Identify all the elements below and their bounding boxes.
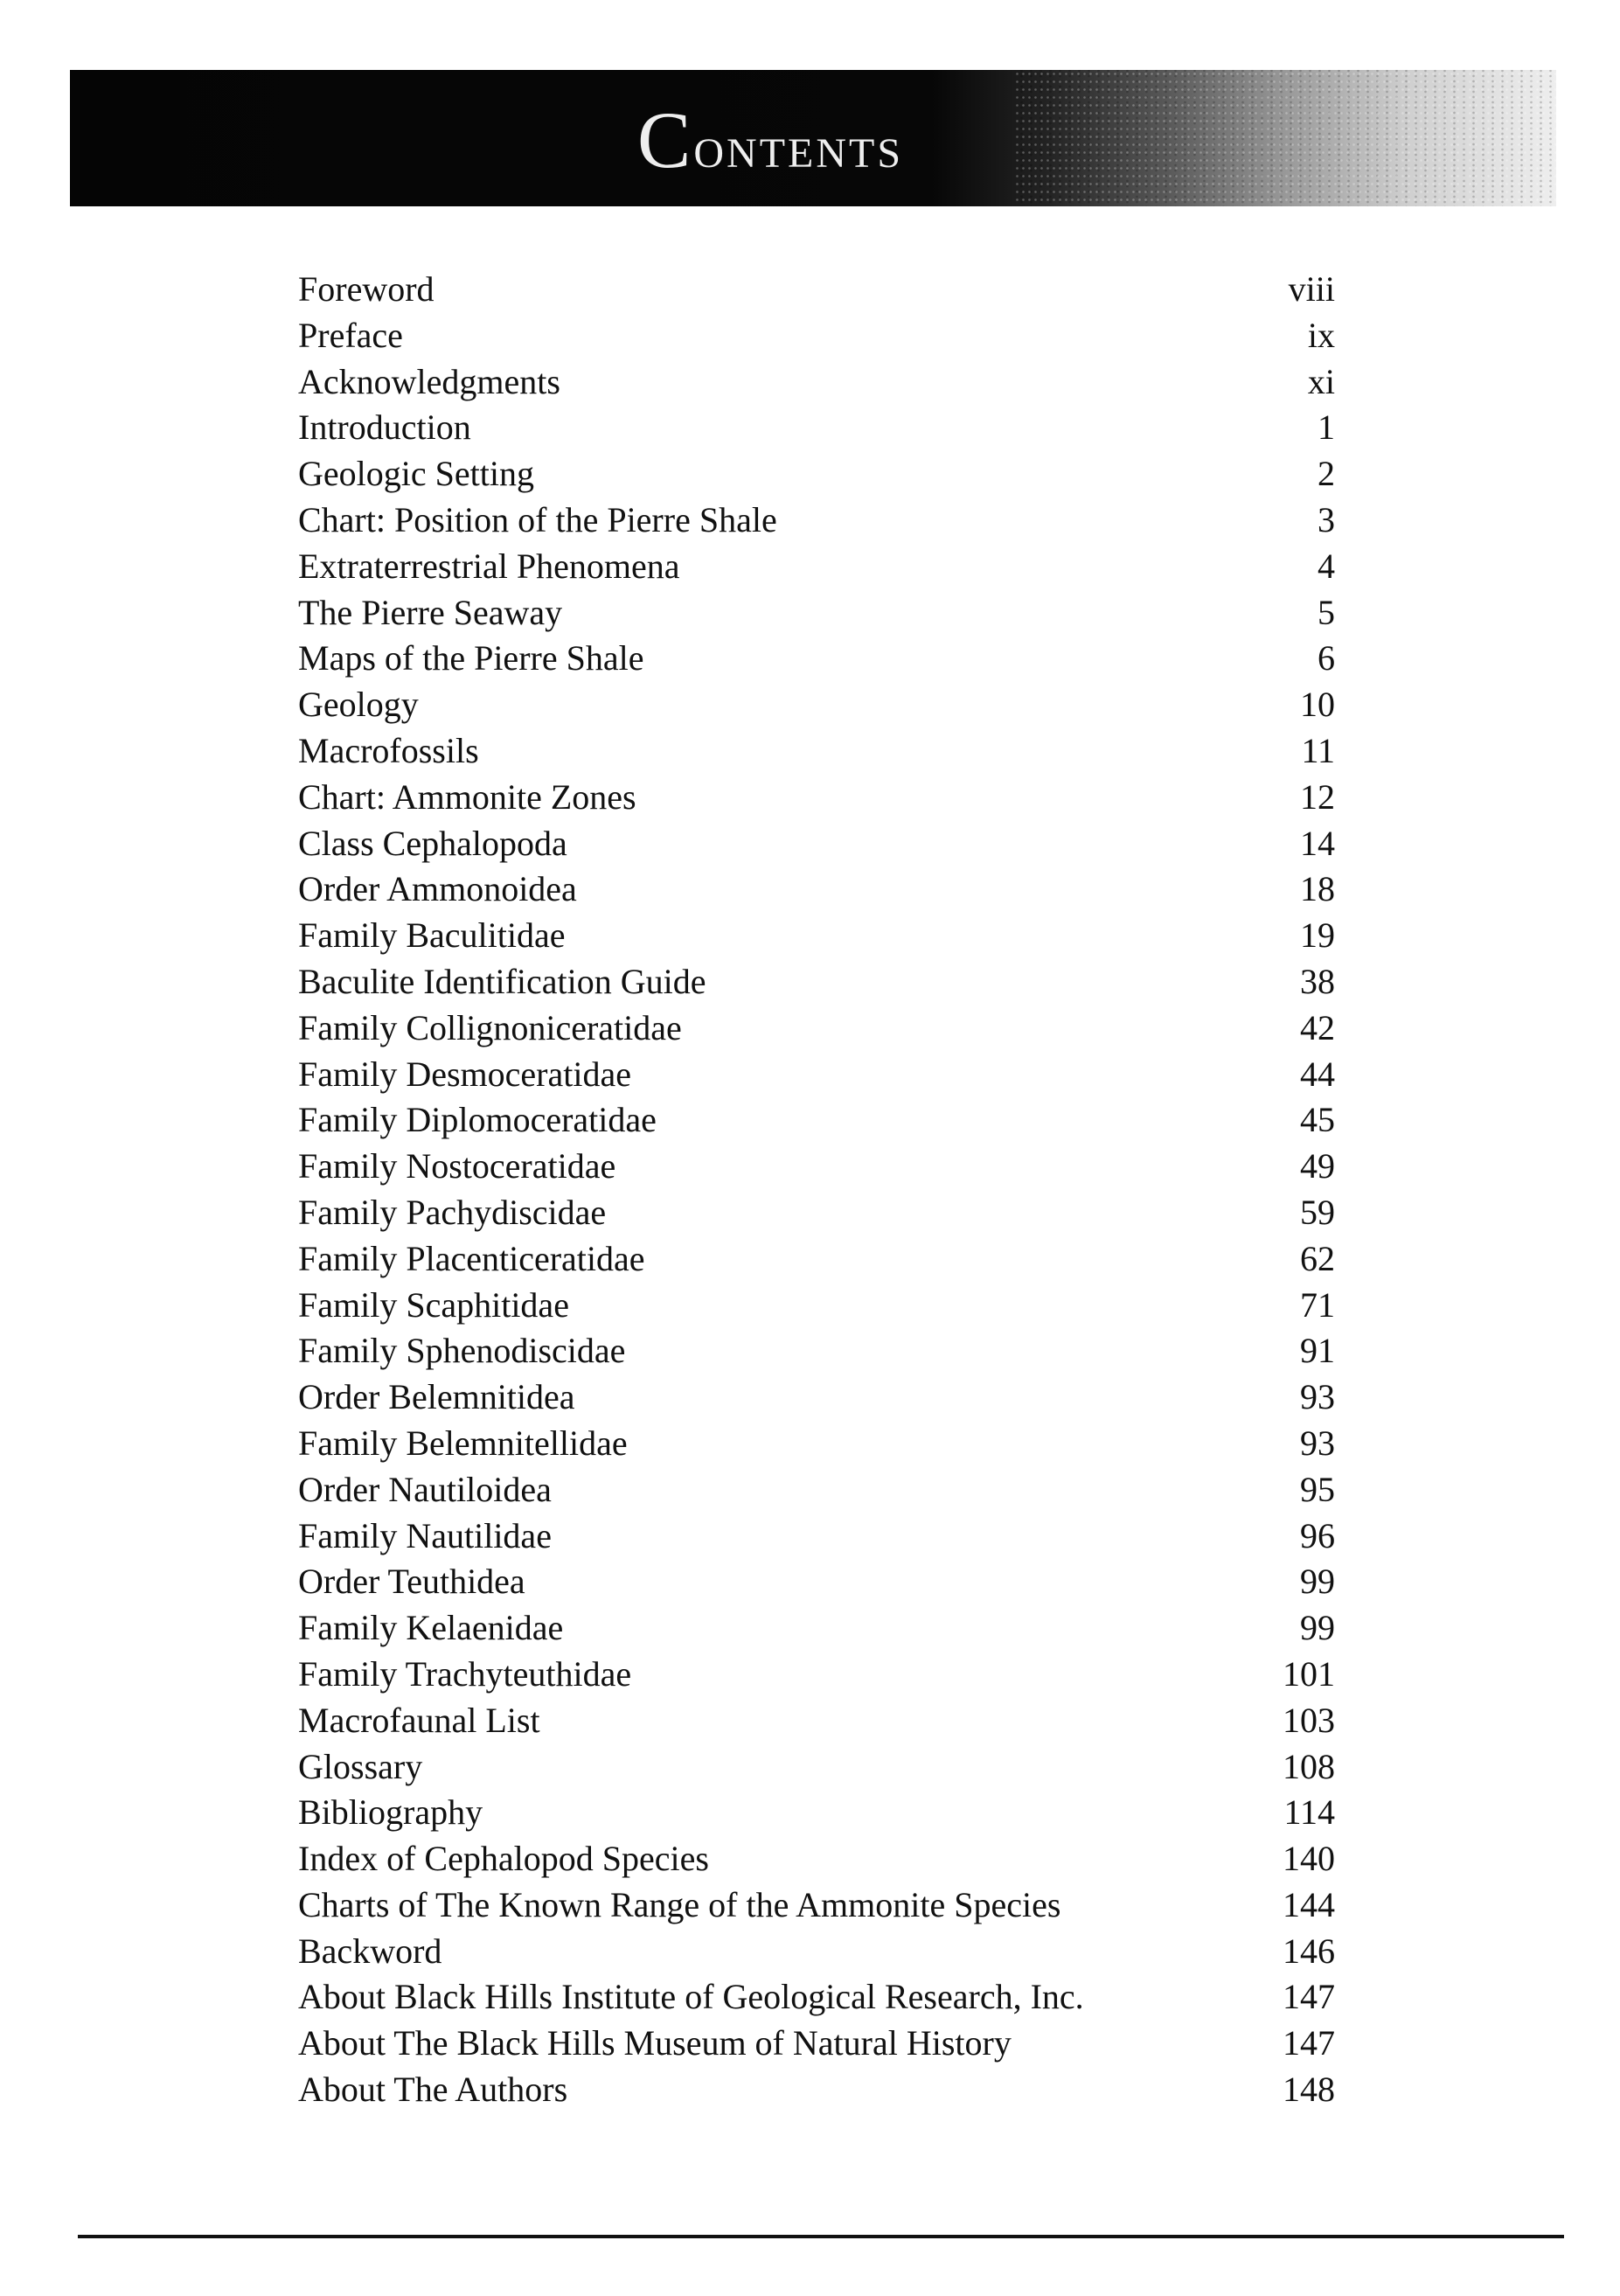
toc-entry-label: Chart: Ammonite Zones [298, 776, 636, 817]
toc-entry [298, 1421, 1335, 1467]
toc-entry [298, 1005, 1335, 1052]
toc-entry-page-number: 99 [1300, 1562, 1335, 1602]
toc-entry [298, 359, 1335, 406]
toc-entry-label: Backword [298, 1931, 442, 1971]
toc-entry-page-number: 5 [1318, 592, 1335, 632]
toc-entry [298, 1744, 1335, 1791]
toc-entry [298, 1236, 1335, 1283]
toc-entry [298, 1513, 1335, 1560]
toc-entry [298, 1467, 1335, 1513]
toc-entry-label: Family Baculitidae [298, 915, 566, 956]
toc-entry [298, 959, 1335, 1005]
toc-entry [298, 1652, 1335, 1698]
toc-entry-label: Family Nostoceratidae [298, 1146, 616, 1186]
toc-entry [298, 1790, 1335, 1836]
toc-entry-page-number: 62 [1300, 1238, 1335, 1278]
toc-entry [298, 1698, 1335, 1744]
toc-entry-label: Family Belemnitellidae [298, 1423, 628, 1463]
toc-entry [298, 1190, 1335, 1236]
toc-entry-page-number: 71 [1300, 1284, 1335, 1325]
toc-entry-page-number: 144 [1283, 1884, 1335, 1924]
toc-entry-label: Family Diplomoceratidae [298, 1100, 657, 1140]
toc-entry [298, 866, 1335, 913]
toc-entry [298, 1974, 1335, 2021]
toc-entry [298, 636, 1335, 682]
toc-entry-page-number: 99 [1300, 1608, 1335, 1648]
toc-entry [298, 544, 1335, 590]
toc-entry-page-number: 44 [1300, 1054, 1335, 1094]
toc-entry-label: Family Scaphitidae [298, 1284, 569, 1325]
toc-entry [298, 267, 1335, 313]
toc-entry-label: Glossary [298, 1746, 423, 1786]
toc-entry [298, 728, 1335, 775]
toc-entry-page-number: 108 [1283, 1746, 1335, 1786]
toc-entry-label: Foreword [298, 269, 435, 309]
toc-entry [298, 1882, 1335, 1929]
toc-entry-page-number: 1 [1318, 407, 1335, 448]
toc-entry-page-number: 148 [1283, 2070, 1335, 2110]
toc-entry [298, 1097, 1335, 1144]
toc-entry-page-number: 18 [1300, 869, 1335, 909]
toc-entry [298, 313, 1335, 359]
toc-entry-label: Order Ammonoidea [298, 869, 577, 909]
toc-entry-page-number: 93 [1300, 1423, 1335, 1463]
toc-entry-label: Index of Cephalopod Species [298, 1839, 709, 1879]
toc-entry-label: Bibliography [298, 1792, 483, 1833]
toc-entry-label: Family Sphenodiscidae [298, 1331, 626, 1371]
toc-entry-label: The Pierre Seaway [298, 592, 563, 632]
toc-entry-label: Chart: Position of the Pierre Shale [298, 499, 777, 539]
toc-entry-label: Acknowledgments [298, 361, 560, 401]
toc-entry-label: Geology [298, 685, 419, 725]
toc-entry-label: About The Black Hills Museum of Natural History [298, 2023, 1012, 2063]
toc-entry [298, 451, 1335, 497]
toc-entry-label: Geologic Setting [298, 454, 534, 494]
toc-entry [298, 590, 1335, 637]
toc-entry-page-number: 93 [1300, 1377, 1335, 1417]
toc-entry-label: About The Authors [298, 2070, 568, 2110]
toc-entry-label: Family Trachyteuthidae [298, 1653, 632, 1694]
toc-entry-label: Preface [298, 315, 403, 355]
toc-entry [298, 405, 1335, 451]
page-title: Contents [636, 95, 904, 184]
toc-entry [298, 821, 1335, 867]
toc-entry [298, 2067, 1335, 2113]
toc-entry-page-number: 91 [1300, 1331, 1335, 1371]
toc-entry-page-number: viii [1288, 269, 1335, 309]
toc-entry-page-number: 95 [1300, 1469, 1335, 1509]
toc-entry-label: Class Cephalopoda [298, 823, 567, 863]
toc-entry [298, 1328, 1335, 1374]
toc-entry-page-number: 147 [1283, 1977, 1335, 2017]
toc-entry [298, 1283, 1335, 1329]
toc-entry-label: Charts of The Known Range of the Ammonite Species [298, 1884, 1061, 1924]
toc-entry [298, 1836, 1335, 1882]
toc-entry-page-number: 4 [1318, 546, 1335, 586]
toc-entry-label: Maps of the Pierre Shale [298, 638, 644, 678]
toc-entry-page-number: 147 [1283, 2023, 1335, 2063]
toc-entry [298, 1052, 1335, 1098]
toc-entry [298, 2021, 1335, 2067]
toc-entry-label: Baculite Identification Guide [298, 961, 706, 1001]
toc-entry-page-number: 12 [1300, 776, 1335, 817]
toc-entry-page-number: 96 [1300, 1515, 1335, 1555]
toc-entry-page-number: 101 [1283, 1653, 1335, 1694]
toc-entry-label: Macrofaunal List [298, 1700, 540, 1740]
toc-entry-label: Introduction [298, 407, 471, 448]
toc-entry-page-number: 6 [1318, 638, 1335, 678]
toc-entry-page-number: ix [1307, 315, 1335, 355]
table-of-contents [298, 267, 1335, 2113]
toc-entry-page-number: 3 [1318, 499, 1335, 539]
toc-entry-page-number: 45 [1300, 1100, 1335, 1140]
toc-entry-page-number: 59 [1300, 1192, 1335, 1232]
toc-entry [298, 1929, 1335, 1975]
toc-entry-label: Family Collignoniceratidae [298, 1007, 682, 1047]
toc-entry-page-number: 10 [1300, 685, 1335, 725]
toc-entry-label: Family Pachydiscidae [298, 1192, 607, 1232]
toc-entry [298, 682, 1335, 728]
toc-entry-label: Order Teuthidea [298, 1562, 525, 1602]
toc-entry-label: About Black Hills Institute of Geological Research, Inc. [298, 1977, 1084, 2017]
toc-entry-page-number: 11 [1301, 730, 1335, 770]
toc-entry-page-number: 2 [1318, 454, 1335, 494]
toc-entry-label: Family Desmoceratidae [298, 1054, 631, 1094]
toc-entry-page-number: 146 [1283, 1931, 1335, 1971]
toc-entry-page-number: 19 [1300, 915, 1335, 956]
bottom-divider [78, 2235, 1564, 2238]
toc-entry-page-number: 42 [1300, 1007, 1335, 1047]
toc-entry-label: Family Kelaenidae [298, 1608, 564, 1648]
toc-entry-page-number: xi [1307, 361, 1335, 401]
toc-entry-label: Family Nautilidae [298, 1515, 552, 1555]
toc-entry-page-number: 14 [1300, 823, 1335, 863]
toc-entry [298, 497, 1335, 544]
toc-entry [298, 1144, 1335, 1190]
toc-entry-page-number: 38 [1300, 961, 1335, 1001]
toc-entry-page-number: 114 [1283, 1792, 1335, 1833]
toc-entry [298, 913, 1335, 959]
toc-entry-page-number: 140 [1283, 1839, 1335, 1879]
toc-entry [298, 1374, 1335, 1421]
toc-entry [298, 1559, 1335, 1605]
toc-entry-label: Order Nautiloidea [298, 1469, 552, 1509]
contents-banner [70, 70, 1556, 206]
toc-entry [298, 775, 1335, 821]
toc-entry-label: Order Belemnitidea [298, 1377, 575, 1417]
toc-entry [298, 1605, 1335, 1652]
toc-entry-page-number: 49 [1300, 1146, 1335, 1186]
toc-entry-label: Extraterrestrial Phenomena [298, 546, 680, 586]
toc-entry-label: Family Placenticeratidae [298, 1238, 645, 1278]
toc-entry-label: Macrofossils [298, 730, 479, 770]
toc-entry-page-number: 103 [1283, 1700, 1335, 1740]
